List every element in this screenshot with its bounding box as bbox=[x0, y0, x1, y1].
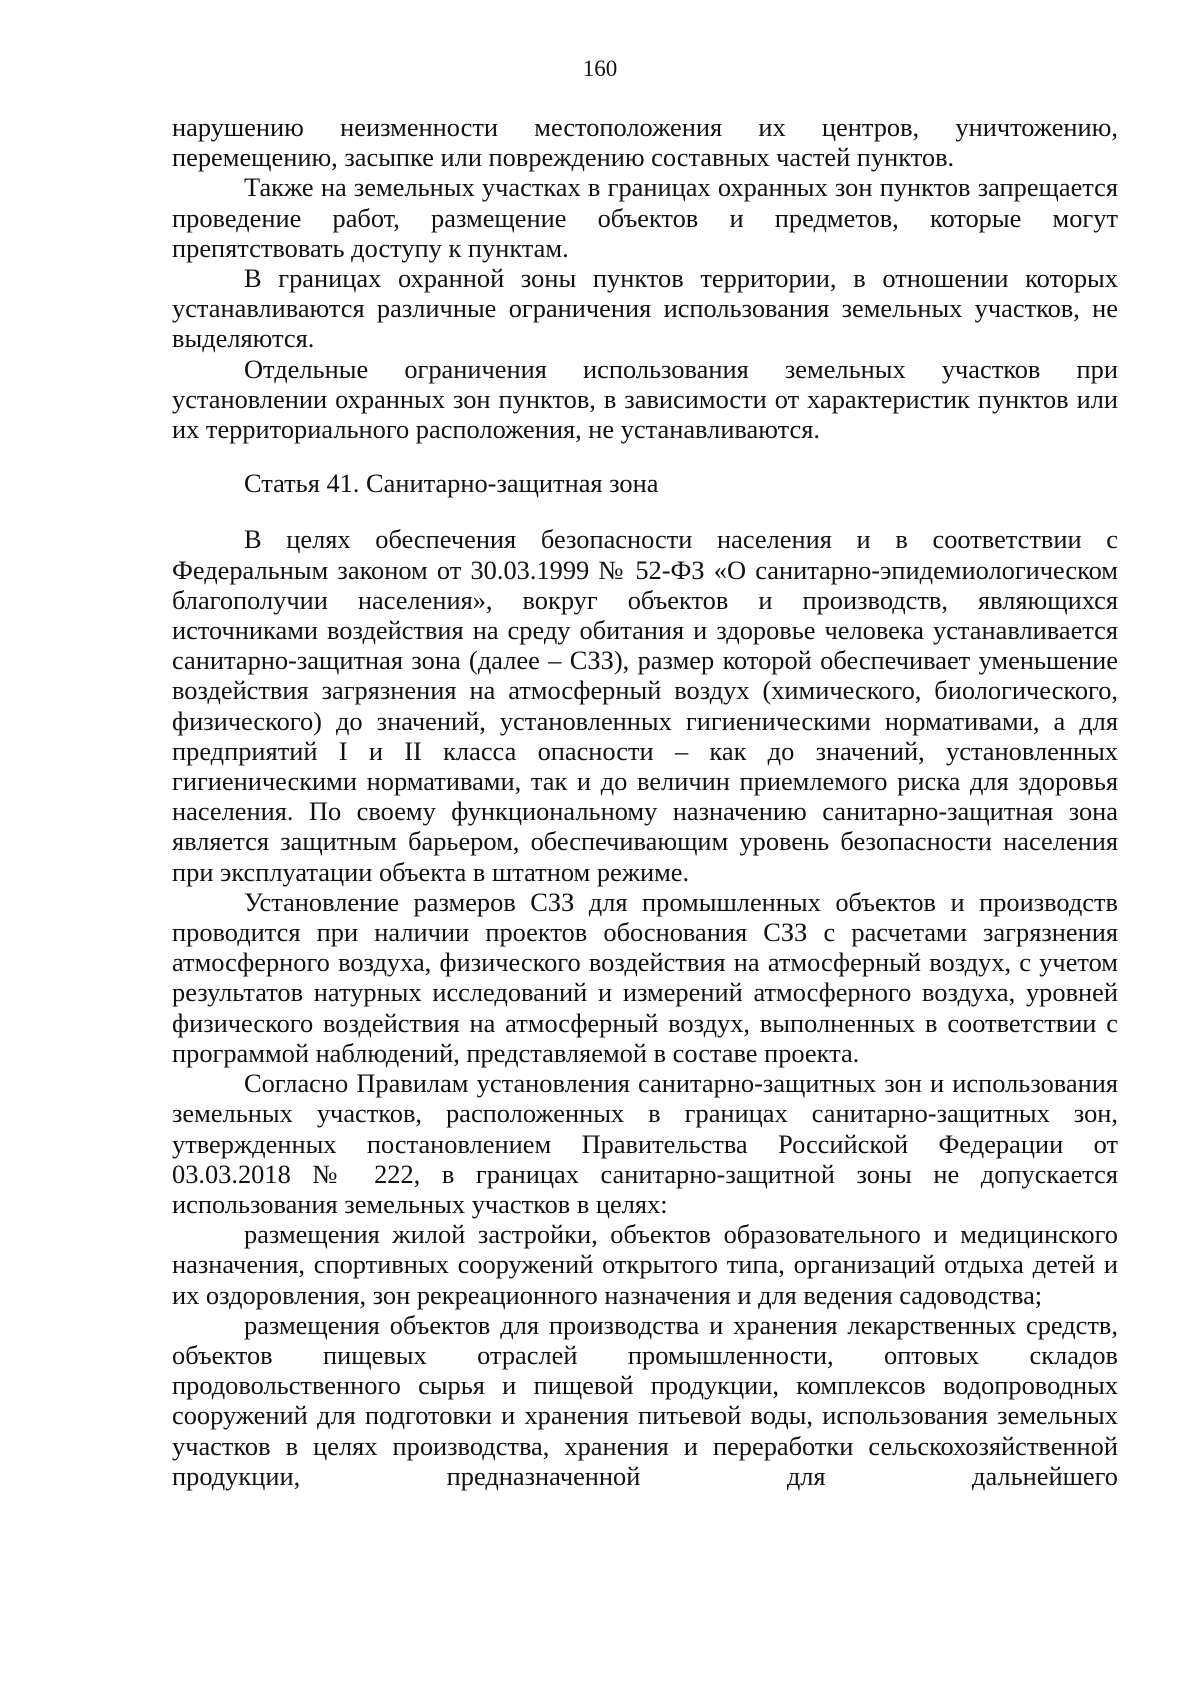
paragraph: В границах охранной зоны пунктов территории, в отношении которых устанавливаются различные ограничения использования земельных участков, не выделяются. bbox=[172, 263, 1118, 354]
paragraph: Также на земельных участках в границах охранных зон пунктов запрещается проведение работ, размещение объектов и предметов, которые могут препятствовать доступу к пунктам. bbox=[172, 172, 1118, 263]
page-number: 160 bbox=[582, 56, 618, 81]
list-item-paragraph: размещения объектов для производства и хранения лекарственных средств, объектов пищевых отраслей промышленности, оптовых складов продовольственного сырья и пищевой продукции, комплексов водопроводных сооружений для подготовки и хранения питьевой воды, использования земельных участков в целях производства, хранения и переработки сельскохозяйственной продукции, предназначенной для дальнейшего bbox=[172, 1309, 1118, 1491]
paragraph-continuation: нарушению неизменности местоположения их центров, уничтожению, перемещению, засыпке или повреждению составных частей пунктов. bbox=[172, 112, 1118, 173]
paragraph: Отдельные ограничения использования земельных участков при установлении охранных зон пунктов, в зависимости от характеристик пунктов или их территориального расположения, не устанавливаются. bbox=[172, 353, 1118, 445]
article-heading: Статья 41. Санитарно-защитная зона bbox=[244, 468, 659, 499]
paragraph: В целях обеспечения безопасности населения и в соответствии с Федеральным законом от 30.03.1999 № 52-ФЗ «О санитарно-эпидемиологическом благополучии населения», вокруг объектов и производств, являющихся источниками воздействия на среду обитания и здоровье человека устанавливается санитарно-защитная зона (далее – СЗЗ), размер которой обеспечивает уменьшение воздействия загрязнения на атмосферный воздух (химического, биологического, физического) до значений, установленных гигиеническими нормативами, а для предприятий I и II класса опасности – как до значений, установленных гигиеническими нормативами, так и до величин приемлемого риска для здоровья населения. По своему функциональному назначению санитарно-защитная зона является защитным барьером, обеспечивающим уровень безопасности населения при эксплуатации объекта в штатном режиме. bbox=[172, 524, 1118, 887]
document-body bbox=[172, 112, 1118, 1491]
paragraph: Согласно Правилам установления санитарно-защитных зон и использования земельных участков, расположенных в границах санитарно-защитных зон, утвержденных постановлением Правительства Российской Федерации от 03.03.2018 № 222, в границах санитарно-защитной зоны не допускается использования земельных участков в целях: bbox=[172, 1068, 1118, 1219]
paragraph: Установление размеров СЗЗ для промышленных объектов и производств проводится при наличии проектов обоснования СЗЗ с расчетами загрязнения атмосферного воздуха, физического воздействия на атмосферный воздух, с учетом результатов натурных исследований и измерений атмосферного воздуха, уровней физического воздействия на атмосферный воздух, выполненных в соответствии с программой наблюдений, представляемой в составе проекта. bbox=[172, 886, 1118, 1068]
list-item-paragraph: размещения жилой застройки, объектов образовательного и медицинского назначения, спортивных сооружений открытого типа, организаций отдыха детей и их оздоровления, зон рекреационного назначения и для ведения садоводства; bbox=[172, 1219, 1118, 1310]
